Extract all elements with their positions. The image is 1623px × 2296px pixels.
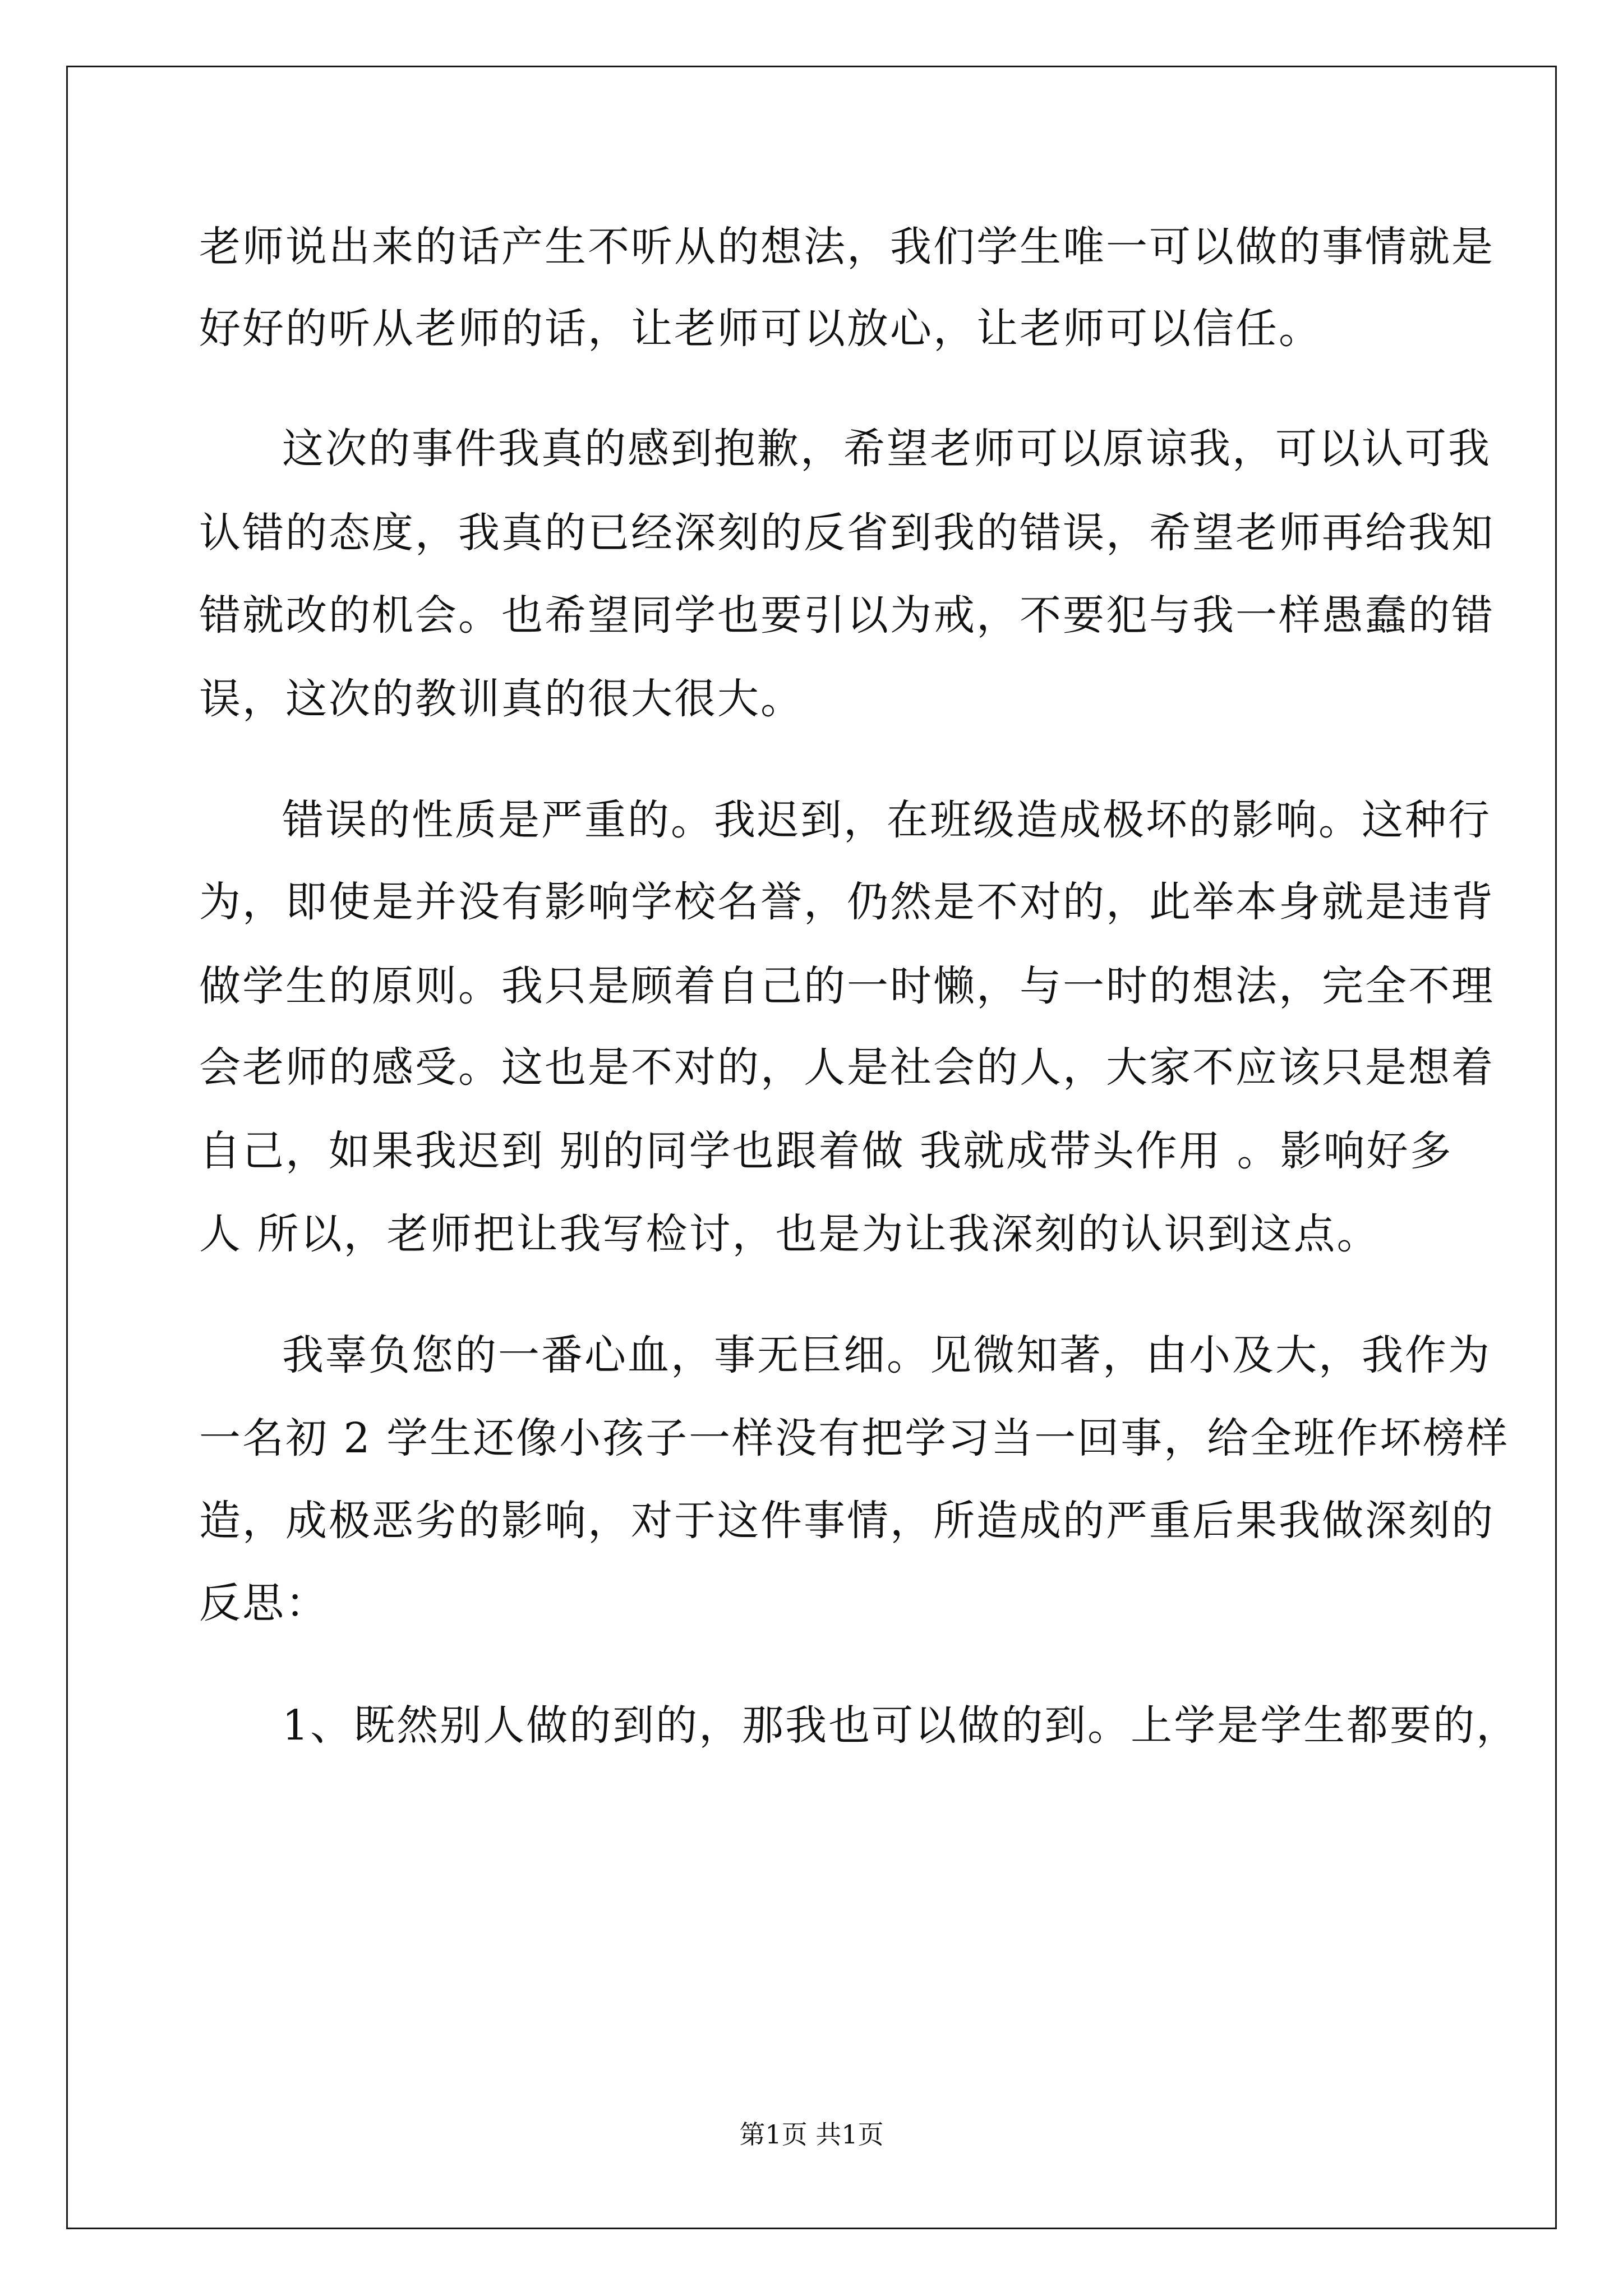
text-line: 好好的听从老师的话，让老师可以放心，让老师可以信任。: [199, 305, 1322, 353]
text-line: 错误的性质是严重的。我迟到，在班级造成极坏的影响。这种行: [282, 796, 1491, 844]
text-line: 自己，如果我迟到 别的同学也跟着做 我就成带头作用 。影响好多: [199, 1127, 1453, 1175]
text-line: 我辜负您的一番心血，事无巨细。见微知著，由小及大，我作为: [282, 1331, 1491, 1379]
text-line: 为，即使是并没有影响学校名誉，仍然是不对的，此举本身就是违背: [199, 878, 1495, 926]
text-line: 认错的态度，我真的已经深刻的反省到我的错误，希望老师再给我知: [199, 509, 1495, 557]
page-footer: 第1页 共1页: [739, 2119, 884, 2150]
text-line: 老师说出来的话产生不听从的想法，我们学生唯一可以做的事情就是: [199, 223, 1495, 271]
text-line: 一名初 2 学生还像小孩子一样没有把学习当一回事，给全班作坏榜样: [199, 1414, 1510, 1462]
text-line: 造，成极恶劣的影响，对于这件事情，所造成的严重后果我做深刻的: [199, 1497, 1495, 1545]
text-line: 1、既然别人做的到的，那我也可以做的到。上学是学生都要的，: [282, 1701, 1520, 1750]
text-line: 人 所以，老师把让我写检讨，也是为让我深刻的认识到这点。: [199, 1210, 1380, 1258]
text-line: 错就改的机会。也希望同学也要引以为戒，不要犯与我一样愚蠢的错: [199, 591, 1495, 639]
text-line: 反思：: [199, 1579, 329, 1627]
text-line: 会老师的感受。这也是不对的，人是社会的人，大家不应该只是想着: [199, 1043, 1495, 1092]
text-line: 误，这次的教训真的很大很大。: [199, 675, 804, 723]
text-line: 这次的事件我真的感到抱歉，希望老师可以原谅我，可以认可我: [282, 425, 1491, 473]
text-line: 做学生的原则。我只是顾着自己的一时懒，与一时的想法，完全不理: [199, 962, 1495, 1010]
